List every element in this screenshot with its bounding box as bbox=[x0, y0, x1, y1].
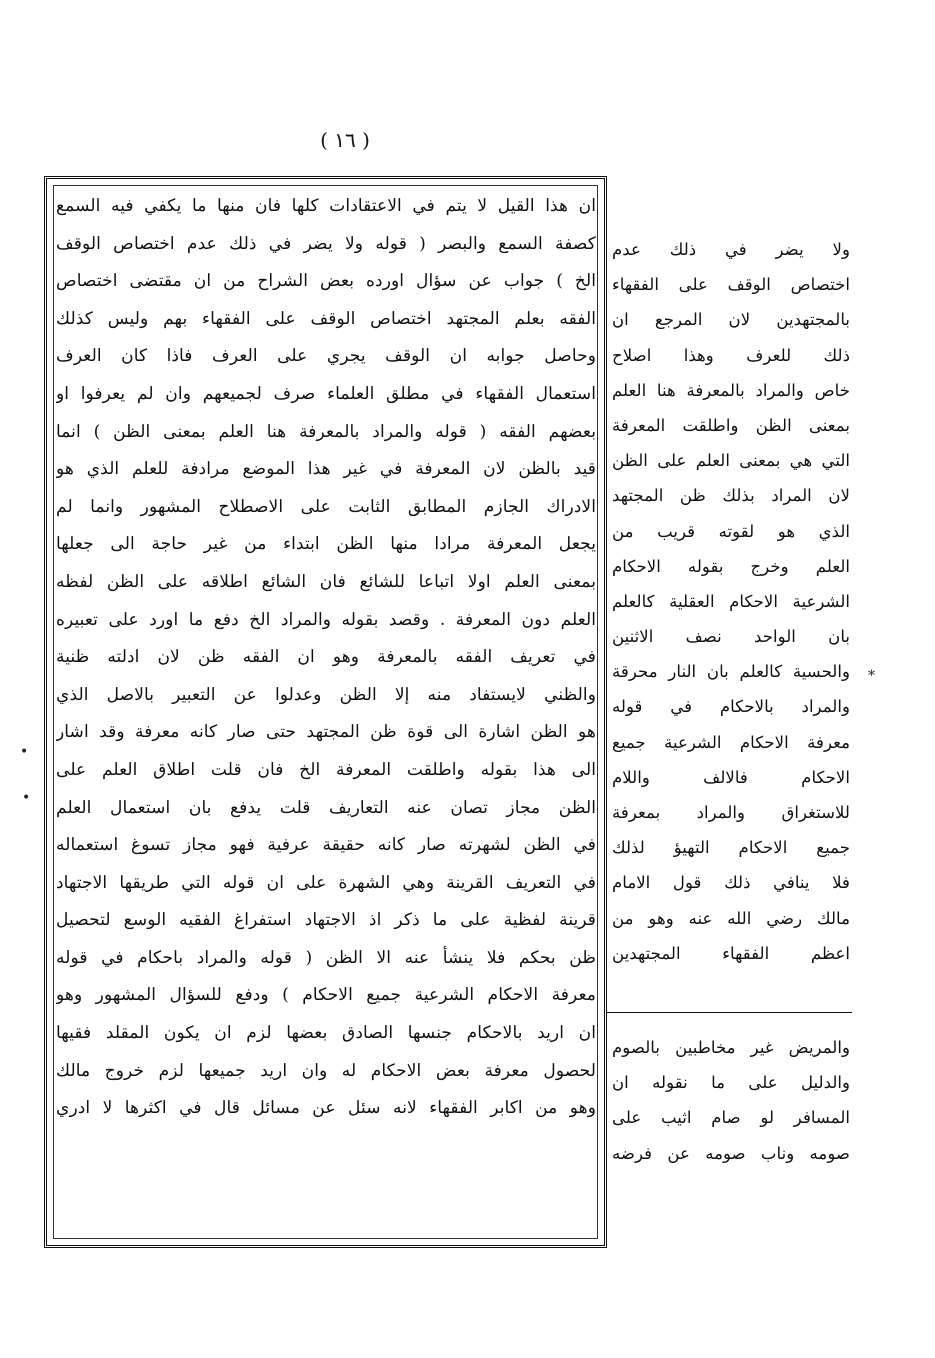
side-dot-mark: • bbox=[20, 744, 29, 760]
text-line: معرفة الاحكام الشرعية جميع bbox=[612, 732, 850, 752]
text-line: والحسية كالعلم بان النار محرقة bbox=[612, 662, 850, 682]
text-line: اعظم الفقهاء المجتهدين bbox=[612, 943, 850, 963]
text-line: الخ ) جواب عن سؤال اورده بعض الشراح من ان مقتضى اختصاص bbox=[56, 271, 596, 292]
text-line: لان المراد بذلك ظن المجتهد bbox=[612, 486, 850, 506]
marginal-commentary-upper bbox=[612, 232, 850, 971]
text-line: الشرعية الاحكام العقلية كالعلم bbox=[612, 591, 850, 611]
text-line: العلم دون المعرفة . وقصد بقوله والمراد الخ دفع ما اورد على تعبيره bbox=[56, 609, 596, 630]
text-line: بمعنى الظن واطلقت المعرفة bbox=[612, 415, 850, 435]
text-line: جميع الاحكام التهيؤ لذلك bbox=[612, 838, 850, 858]
text-line: وحاصل جوابه ان الوقف يجري على العرف فاذا كان العرف bbox=[56, 346, 596, 367]
text-line: الاحكام فالالف واللام bbox=[612, 767, 850, 787]
marginal-divider-rule bbox=[606, 1012, 852, 1013]
text-line: خاص والمراد بالمعرفة هنا العلم bbox=[612, 380, 850, 400]
text-line: قرينة لفظية على ما ذكر اذ الاجتهاد استفراغ الفقيه الوسع لتحصيل bbox=[56, 910, 596, 931]
text-line: للاستغراق والمراد بمعرفة bbox=[612, 803, 850, 822]
text-line: الفقه بعلم المجتهد اختصاص الوقف على الفقهاء بهم وليس كذلك bbox=[56, 308, 596, 329]
text-line: يجعل المعرفة مرادا منها الظن ابتداء من غير حاجة الى جعلها bbox=[56, 534, 596, 555]
text-line: فلا ينافي ذلك قول الامام bbox=[612, 873, 850, 893]
marginal-commentary-lower bbox=[612, 1030, 850, 1171]
text-line: مالك رضي الله عنه وهو من bbox=[612, 908, 850, 928]
text-line: اختصاص الوقف على الفقهاء bbox=[612, 275, 850, 295]
text-line: ظن بحكم فلا ينشأ عنه الا الظن ( قوله والمراد باحكام في قوله bbox=[56, 947, 596, 968]
text-line: معرفة الاحكام الشرعية جميع الاحكام ) ودفع للسؤال المشهور وهو bbox=[56, 985, 596, 1006]
text-line: استعمال الفقهاء في مطلق العلماء صرف لجميعهم وان لم يعرفوا او bbox=[56, 383, 596, 404]
text-line: ذلك للعرف وهذا اصلاح bbox=[612, 345, 850, 365]
text-line: العلم وخرج بقوله الاحكام bbox=[612, 556, 850, 576]
text-line: الظن مجاز تصان عنه التعاريف قلت يدفع بان استعمال العلم bbox=[56, 797, 596, 818]
text-line: في الظن لشهرته صار كانه حقيقة عرفية فهو مجاز تسوغ استعماله bbox=[56, 835, 596, 856]
text-line: في التعريف القرينة وهي الشهرة على ان قوله التي طريقها الاجتهاد bbox=[56, 872, 596, 893]
text-line: الذي هو لقوته قريب من bbox=[612, 521, 850, 541]
side-dot-mark: • bbox=[22, 790, 31, 806]
text-line: بالمجتهدين لان المرجع ان bbox=[612, 310, 850, 330]
text-line: والظني لايستفاد منه إلا الظن وعدلوا عن التعبير بالاصل الذي bbox=[56, 684, 596, 705]
text-line: قيد بالظن لان المعرفة في غير هذا الموضع مرادفة للعلم الذي هو bbox=[56, 459, 596, 480]
main-commentary-text bbox=[56, 188, 596, 1128]
text-line: ان هذا القيل لا يتم في الاعتقادات كلها فان منها ما يكفي فيه السمع bbox=[56, 196, 596, 216]
text-line: الادراك الجازم المطابق الثابت على الاصطلاح المشهور وانما لم bbox=[56, 496, 596, 517]
text-line: بان الواحد نصف الاثنين bbox=[612, 627, 850, 647]
text-line: هو الظن اشارة الى قوة ظن المجتهد حتى صار كانه معرفة وقد اشار bbox=[56, 722, 596, 743]
text-line: في تعريف الفقه بالمعرفة وهو ان الفقه ظن لان ادلته ظنية bbox=[56, 647, 596, 668]
text-line: التي هي بمعنى العلم على الظن bbox=[612, 451, 850, 471]
text-line: لحصول معرفة بعض الاحكام له وان اريد جميعها لزم خروج مالك bbox=[56, 1060, 596, 1081]
text-line: والمريض غير مخاطبين بالصوم bbox=[612, 1038, 850, 1057]
text-line: وهو من اكابر الفقهاء لانه سئل عن مسائل قال في اكثرها لا ادري bbox=[56, 1098, 596, 1119]
text-line: والمراد بالاحكام في قوله bbox=[612, 697, 850, 717]
text-line: بمعنى العلم اولا اتباعا للشائع فان الشائع اطلاقه على الظن لفظه bbox=[56, 571, 596, 592]
text-line: ولا يضر في ذلك عدم bbox=[612, 240, 850, 259]
text-line: والدليل على ما نقوله ان bbox=[612, 1073, 850, 1093]
margin-asterisk-mark: * bbox=[868, 668, 875, 684]
text-line: الى هذا بقوله واطلقت المعرفة الخ فان قلت اطلاق العلم على bbox=[56, 759, 596, 780]
text-line: ان اريد بالاحكام جنسها الصادق بعضها لزم ان يكون المقلد فقيها bbox=[56, 1023, 596, 1044]
text-line: صومه وناب صومه عن فرضه bbox=[612, 1143, 850, 1163]
page-number: ( ١٦ ) bbox=[320, 128, 370, 152]
text-line: المسافر لو صام اثيب على bbox=[612, 1108, 850, 1128]
text-line: بعضهم الفقه ( قوله والمراد بالمعرفة هنا العلم بمعنى الظن ) انما bbox=[56, 421, 596, 442]
text-line: كصفة السمع والبصر ( قوله ولا يضر في ذلك عدم اختصاص الوقف bbox=[56, 233, 596, 254]
